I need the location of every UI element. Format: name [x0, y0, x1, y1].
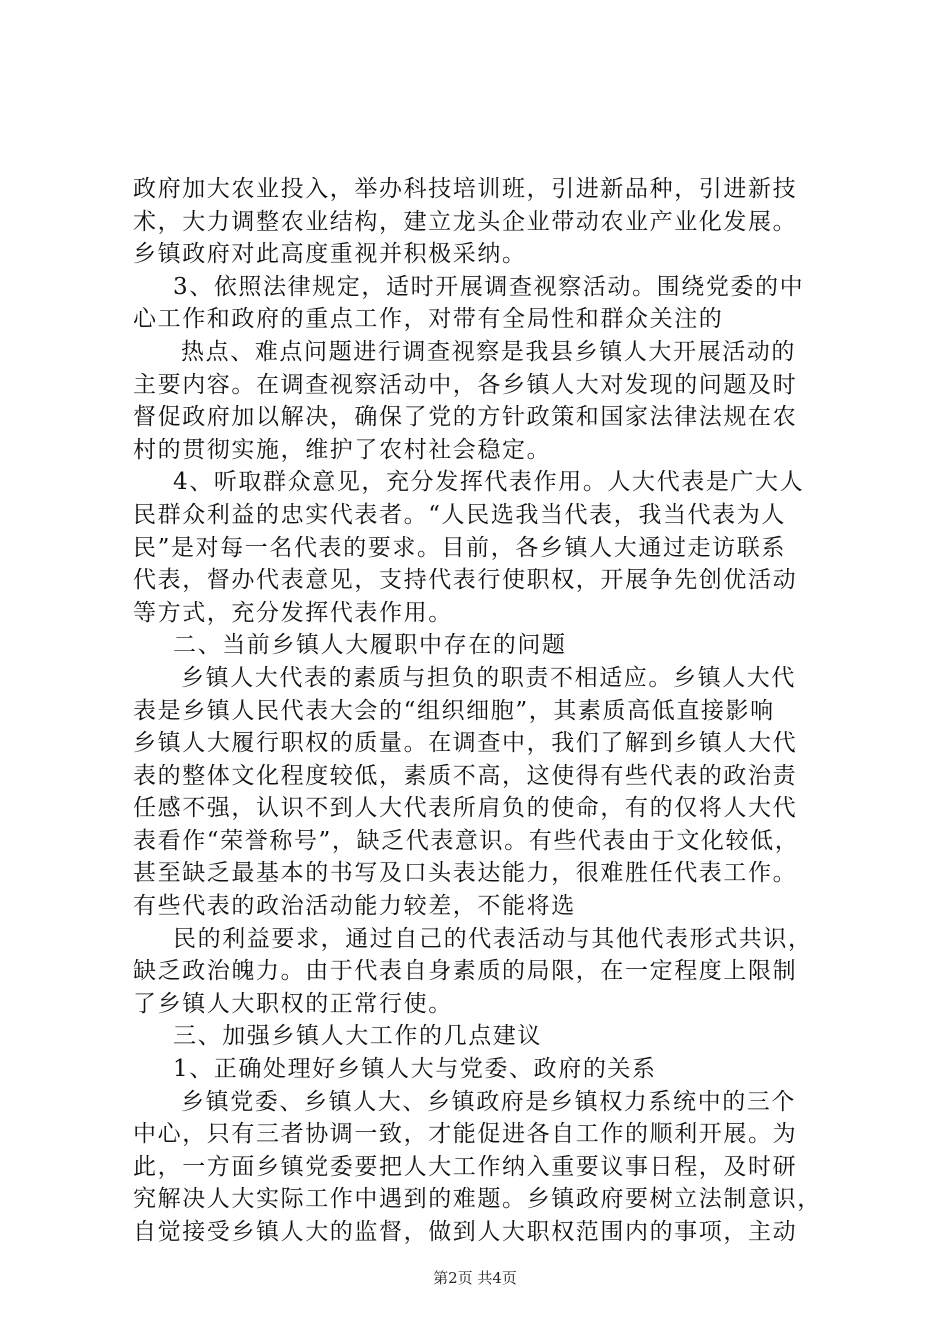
- text-line: 有些代表的政治活动能力较差，不能将选: [133, 893, 576, 920]
- text-line: 究解决人大实际工作中遇到的难题。乡镇政府要树立法制意识，: [133, 1186, 822, 1213]
- text-line: 表是乡镇人民代表大会的“组织细胞”，其素质高低直接影响: [133, 697, 775, 724]
- text-line: 热点、难点问题进行调查视察是我县乡镇人大开展活动的: [181, 338, 796, 365]
- text-line: 表看作“荣誉称号”，缺乏代表意识。有些代表由于文化较低，: [133, 827, 800, 854]
- text-line: 心工作和政府的重点工作，对带有全局性和群众关注的: [133, 306, 724, 333]
- text-line: 乡镇人大代表的素质与担负的职责不相适应。乡镇人大代: [181, 664, 796, 691]
- page-footer: 第2页 共4页: [433, 1269, 517, 1287]
- text-line: 三、加强乡镇人大工作的几点建议: [173, 1023, 542, 1050]
- text-line: 自觉接受乡镇人大的监督，做到人大职权范围内的事项，主动: [133, 1219, 798, 1245]
- text-line: 督促政府加以解决，确保了党的方针政策和国家法律法规在农: [133, 404, 798, 431]
- text-line: 二、当前乡镇人大履职中存在的问题: [173, 632, 567, 659]
- text-line: 了乡镇人大职权的正常行使。: [133, 990, 453, 1017]
- text-line: 村的贯彻实施，维护了农村社会稳定。: [133, 436, 552, 463]
- text-line: 缺乏政治魄力。由于代表自身素质的局限，在一定程度上限制: [133, 958, 798, 985]
- text-line: 民群众利益的忠实代表者。“人民选我当代表，我当代表为人: [133, 501, 786, 528]
- text-line: 乡镇人大履行职权的质量。在调查中，我们了解到乡镇人大代: [133, 730, 798, 757]
- text-line: 术，大力调整农业结构，建立龙头企业带动农业产业化发展。: [133, 208, 798, 235]
- text-line: 乡镇政府对此高度重视并积极采纳。: [133, 241, 527, 268]
- text-line: 4、听取群众意见，充分发挥代表作用。人大代表是广大人: [173, 469, 805, 496]
- text-line: 表的整体文化程度较低，素质不高，这使得有些代表的政治责: [133, 762, 798, 789]
- text-line: 代表，督办代表意见，支持代表行使职权，开展争先创优活动: [133, 567, 798, 594]
- text-line: 主要内容。在调查视察活动中，各乡镇人大对发现的问题及时: [133, 371, 798, 398]
- text-line: 中心，只有三者协调一致，才能促进各自工作的顺利开展。为: [133, 1121, 798, 1148]
- text-line: 等方式，充分发挥代表作用。: [133, 599, 453, 626]
- text-line: 甚至缺乏最基本的书写及口头表达能力，很难胜任代表工作。: [133, 860, 798, 887]
- text-line: 此，一方面乡镇党委要把人大工作纳入重要议事日程，及时研: [133, 1153, 798, 1180]
- document-body: [133, 173, 833, 1249]
- text-line: 1、正确处理好乡镇人大与党委、政府的关系: [173, 1056, 657, 1083]
- text-line: 民”是对每一名代表的要求。目前，各乡镇人大通过走访联系: [133, 534, 786, 561]
- text-line: 3、依照法律规定，适时开展调查视察活动。围绕党委的中: [173, 273, 805, 300]
- text-line: 政府加大农业投入，举办科技培训班，引进新品种，引进新技: [133, 176, 798, 202]
- text-line: 乡镇党委、乡镇人大、乡镇政府是乡镇权力系统中的三个: [181, 1088, 796, 1115]
- text-line: 任感不强，认识不到人大代表所肩负的使命，有的仅将人大代: [133, 795, 798, 822]
- text-line: 民的利益要求，通过自己的代表活动与其他代表形式共识，: [173, 925, 813, 952]
